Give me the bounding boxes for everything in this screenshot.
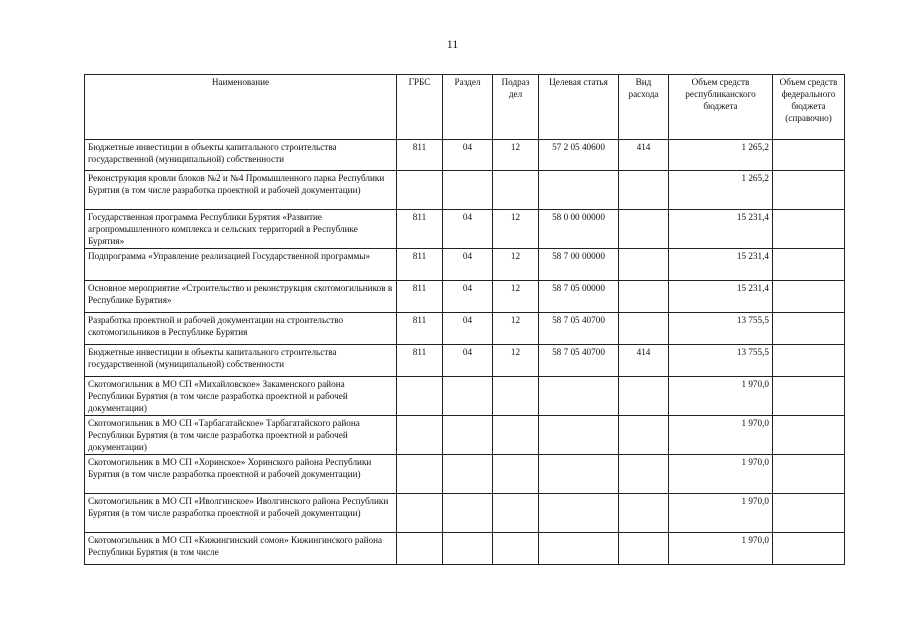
row-name: Бюджетные инвестиции в объекты капитального строительства государственной (муниципальной) собственности bbox=[85, 345, 397, 377]
row-subsection: 12 bbox=[493, 140, 539, 171]
row-federal-budget bbox=[773, 494, 845, 533]
row-grbs bbox=[397, 533, 443, 565]
row-target bbox=[539, 171, 619, 210]
header-federal-budget: Объем средств федерального бюджета (справочно) bbox=[773, 75, 845, 140]
row-expense-type: 414 bbox=[619, 140, 669, 171]
row-subsection: 12 bbox=[493, 313, 539, 345]
row-republic-budget: 13 755,5 bbox=[669, 313, 773, 345]
row-section: 04 bbox=[443, 345, 493, 377]
row-expense-type bbox=[619, 533, 669, 565]
row-federal-budget bbox=[773, 249, 845, 281]
row-subsection bbox=[493, 416, 539, 455]
page-number: 11 bbox=[446, 37, 459, 51]
row-name: Разработка проектной и рабочей документации на строительство скотомогильников в Республике Бурятия bbox=[85, 313, 397, 345]
row-republic-budget: 15 231,4 bbox=[669, 281, 773, 313]
row-subsection: 12 bbox=[493, 281, 539, 313]
row-subsection: 12 bbox=[493, 345, 539, 377]
table-row bbox=[85, 377, 845, 416]
row-republic-budget: 1 970,0 bbox=[669, 533, 773, 565]
table-row bbox=[85, 533, 845, 565]
table-row bbox=[85, 455, 845, 494]
row-target bbox=[539, 533, 619, 565]
row-subsection: 12 bbox=[493, 210, 539, 249]
row-expense-type bbox=[619, 416, 669, 455]
row-federal-budget bbox=[773, 171, 845, 210]
row-federal-budget bbox=[773, 210, 845, 249]
table-row bbox=[85, 416, 845, 455]
row-expense-type bbox=[619, 171, 669, 210]
row-republic-budget: 13 755,5 bbox=[669, 345, 773, 377]
row-subsection bbox=[493, 533, 539, 565]
row-section bbox=[443, 455, 493, 494]
row-name: Скотомогильник в МО СП «Хоринское» Хоринского района Республики Бурятия (в том числе разработка проектной и рабочей документации) bbox=[85, 455, 397, 494]
row-grbs bbox=[397, 455, 443, 494]
table-row bbox=[85, 281, 845, 313]
row-grbs: 811 bbox=[397, 210, 443, 249]
row-target: 58 7 05 40700 bbox=[539, 313, 619, 345]
row-expense-type bbox=[619, 249, 669, 281]
table-row bbox=[85, 140, 845, 171]
row-grbs bbox=[397, 377, 443, 416]
row-name: Скотомогильник в МО СП «Кижингинский сомон» Кижингинского района Республики Бурятия (в том числе bbox=[85, 533, 397, 565]
row-target: 58 7 00 00000 bbox=[539, 249, 619, 281]
row-name: Скотомогильник в МО СП «Тарбагатайское» Тарбагатайского района Республики Бурятия (в том числе разработка проектной и рабочей документации) bbox=[85, 416, 397, 455]
budget-table bbox=[84, 74, 845, 565]
row-grbs bbox=[397, 494, 443, 533]
table-row bbox=[85, 345, 845, 377]
row-subsection bbox=[493, 171, 539, 210]
row-section bbox=[443, 171, 493, 210]
row-grbs bbox=[397, 416, 443, 455]
row-federal-budget bbox=[773, 313, 845, 345]
row-federal-budget bbox=[773, 281, 845, 313]
row-expense-type bbox=[619, 494, 669, 533]
row-target bbox=[539, 494, 619, 533]
row-target: 58 7 05 40700 bbox=[539, 345, 619, 377]
row-target: 58 0 00 00000 bbox=[539, 210, 619, 249]
row-target bbox=[539, 377, 619, 416]
row-target bbox=[539, 416, 619, 455]
row-name: Скотомогильник в МО СП «Михайловское» Закаменского района Республики Бурятия (в том числе разработка проектной и рабочей документации) bbox=[85, 377, 397, 416]
row-name: Государственная программа Республики Бурятия «Развитие агропромышленного комплекса и сельских территорий в Республике Бурятия» bbox=[85, 210, 397, 249]
row-republic-budget: 1 970,0 bbox=[669, 416, 773, 455]
header-subsection: Подраз дел bbox=[493, 75, 539, 140]
header-expense-type: Вид расхода bbox=[619, 75, 669, 140]
table-row bbox=[85, 313, 845, 345]
row-republic-budget: 1 265,2 bbox=[669, 171, 773, 210]
row-federal-budget bbox=[773, 140, 845, 171]
row-section: 04 bbox=[443, 140, 493, 171]
header-name: Наименование bbox=[85, 75, 397, 140]
row-section bbox=[443, 416, 493, 455]
row-expense-type bbox=[619, 377, 669, 416]
row-grbs: 811 bbox=[397, 281, 443, 313]
row-subsection bbox=[493, 455, 539, 494]
row-republic-budget: 1 970,0 bbox=[669, 377, 773, 416]
row-section bbox=[443, 377, 493, 416]
row-target: 58 7 05 00000 bbox=[539, 281, 619, 313]
header-republic-budget: Объем средств республиканского бюджета bbox=[669, 75, 773, 140]
row-section: 04 bbox=[443, 281, 493, 313]
row-grbs: 811 bbox=[397, 345, 443, 377]
row-target: 57 2 05 40600 bbox=[539, 140, 619, 171]
row-grbs: 811 bbox=[397, 313, 443, 345]
header-target: Целевая статья bbox=[539, 75, 619, 140]
row-grbs: 811 bbox=[397, 249, 443, 281]
row-expense-type bbox=[619, 281, 669, 313]
row-name: Бюджетные инвестиции в объекты капитального строительства государственной (муниципальной) собственности bbox=[85, 140, 397, 171]
row-federal-budget bbox=[773, 416, 845, 455]
table-row bbox=[85, 210, 845, 249]
row-expense-type bbox=[619, 210, 669, 249]
row-republic-budget: 1 970,0 bbox=[669, 494, 773, 533]
row-federal-budget bbox=[773, 345, 845, 377]
row-subsection bbox=[493, 494, 539, 533]
row-name: Реконструкция кровли блоков №2 и №4 Промышленного парка Республики Бурятия (в том числе разработка проектной и рабочей документации) bbox=[85, 171, 397, 210]
row-federal-budget bbox=[773, 533, 845, 565]
row-name: Основное мероприятие «Строительство и реконструкция скотомогильников в Республике Бурятия» bbox=[85, 281, 397, 313]
table-row bbox=[85, 249, 845, 281]
row-expense-type bbox=[619, 455, 669, 494]
row-republic-budget: 15 231,4 bbox=[669, 249, 773, 281]
row-republic-budget: 1 265,2 bbox=[669, 140, 773, 171]
row-section bbox=[443, 494, 493, 533]
row-federal-budget bbox=[773, 377, 845, 416]
row-federal-budget bbox=[773, 455, 845, 494]
row-section: 04 bbox=[443, 210, 493, 249]
row-republic-budget: 1 970,0 bbox=[669, 455, 773, 494]
row-subsection bbox=[493, 377, 539, 416]
row-subsection: 12 bbox=[493, 249, 539, 281]
row-expense-type: 414 bbox=[619, 345, 669, 377]
row-expense-type bbox=[619, 313, 669, 345]
row-name: Подпрограмма «Управление реализацией Государственной программы» bbox=[85, 249, 397, 281]
row-target bbox=[539, 455, 619, 494]
row-section: 04 bbox=[443, 313, 493, 345]
table-header-row bbox=[85, 75, 845, 140]
header-section: Раздел bbox=[443, 75, 493, 140]
row-section bbox=[443, 533, 493, 565]
row-name: Скотомогильник в МО СП «Иволгинское» Иволгинского района Республики Бурятия (в том числе разработка проектной и рабочей документации) bbox=[85, 494, 397, 533]
row-grbs: 811 bbox=[397, 140, 443, 171]
header-grbs: ГРБС bbox=[397, 75, 443, 140]
row-republic-budget: 15 231,4 bbox=[669, 210, 773, 249]
row-grbs bbox=[397, 171, 443, 210]
row-section: 04 bbox=[443, 249, 493, 281]
table-row bbox=[85, 494, 845, 533]
table-row bbox=[85, 171, 845, 210]
